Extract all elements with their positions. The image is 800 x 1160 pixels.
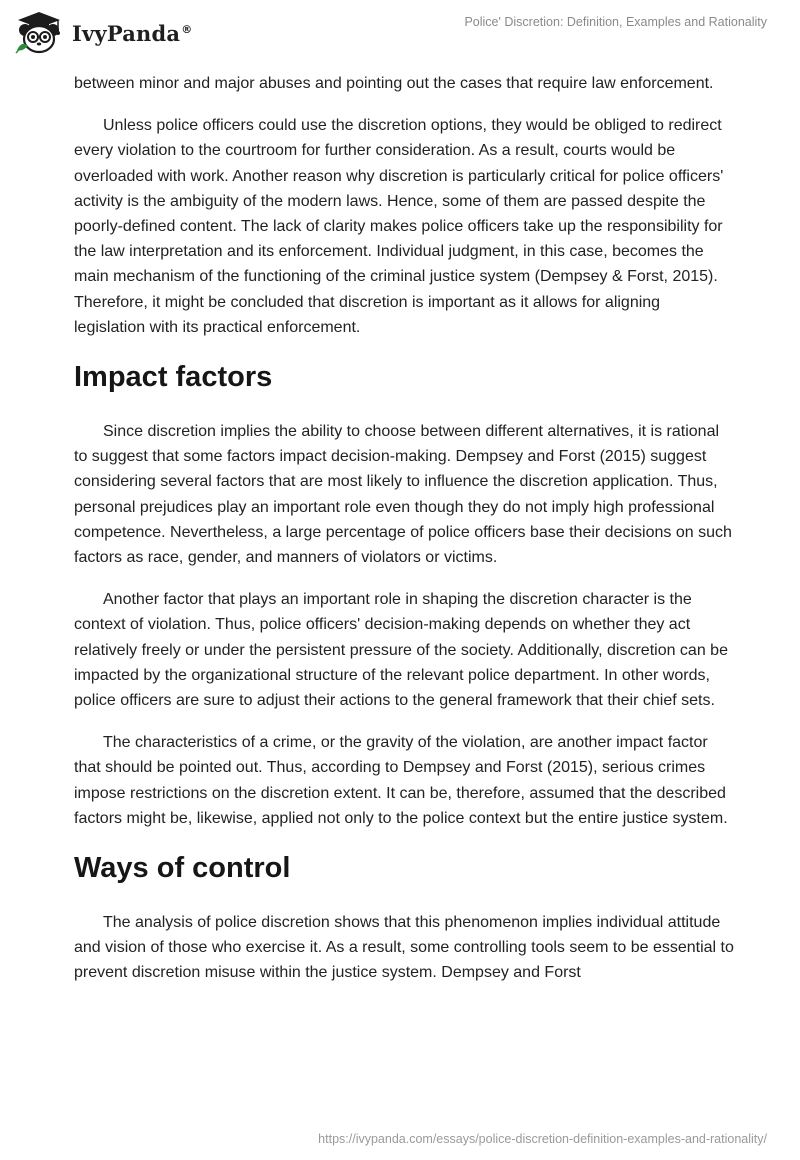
paragraph: The analysis of police discretion shows that this phenomenon implies individual attitude and vision of those who exercise it. As a result, some controlling tools seem to be essential to prevent discretion misuse within the justice system. Dempsey and Forst — [74, 914, 734, 982]
source-url[interactable]: https://ivypanda.com/essays/police-discretion-definition-examples-and-rationality/ — [318, 1132, 767, 1146]
article-body — [74, 71, 734, 1003]
brand-name — [72, 21, 192, 46]
paragraph: Since discretion implies the ability to choose between different alternatives, it is rational to suggest that some factors impact decision-making. Dempsey and Forst (2015) suggest considering several factors that are most likely to influence the discretion application. Thus, personal prejudices play an important role even though they do not imply high professional competence. Nevertheless, a large percentage of police officers base their decisions on such factors as race, gender, and manners of violators or victims. — [74, 423, 732, 567]
paragraph: The characteristics of a crime, or the gravity of the violation, are another impact factor that should be pointed out. Thus, according to Dempsey and Forst (2015), serious crimes impose restrictions on the discretion extent. It can be, therefore, assumed that the described factors might be, likewise, applied not only to the police context but the entire justice system. — [74, 734, 728, 827]
page-header — [0, 0, 800, 70]
paragraph-intro: Unless police officers could use the discretion options, they would be obliged to redirect every violation to the courtroom for further consideration. As a result, courts would be overloaded with work. Another reason why discretion is particularly critical for police officers' activity is the ambiguity of the modern laws. Hence, some of them are passed despite the poorly-defined content. The lack of clarity makes police officers take up the responsibility for the law interpretation and its enforcement. Individual judgment, in this case, becomes the main mechanism of the functioning of the criminal justice system (Dempsey & Forst, 2015). Therefore, it might be concluded that discretion is important as it allows for aligning legislation with its practical enforcement. — [74, 117, 724, 336]
brand-name-text: IvyPanda — [72, 20, 181, 46]
section-heading-ways-of-control: Ways of control — [74, 852, 291, 885]
ivypanda-logo[interactable] — [14, 10, 192, 54]
section-heading-impact-factors: Impact factors — [74, 361, 273, 394]
panda-graduate-icon — [14, 10, 64, 54]
paragraph: Another factor that plays an important role in shaping the discretion character is the context of violation. Thus, police officers' decision-making depends on whether they act relatively freely or under the persistent pressure of the society. Additionally, discretion can be impacted by the organizational structure of the relevant police department. In other words, police officers are sure to adjust their actions to the general framework that their chief sets. — [74, 591, 728, 710]
document-title: Police' Discretion: Definition, Examples and Rationality — [464, 15, 767, 29]
paragraph-continued: between minor and major abuses and pointing out the cases that require law enforcement. — [74, 75, 714, 92]
registered-mark: ® — [181, 22, 193, 36]
